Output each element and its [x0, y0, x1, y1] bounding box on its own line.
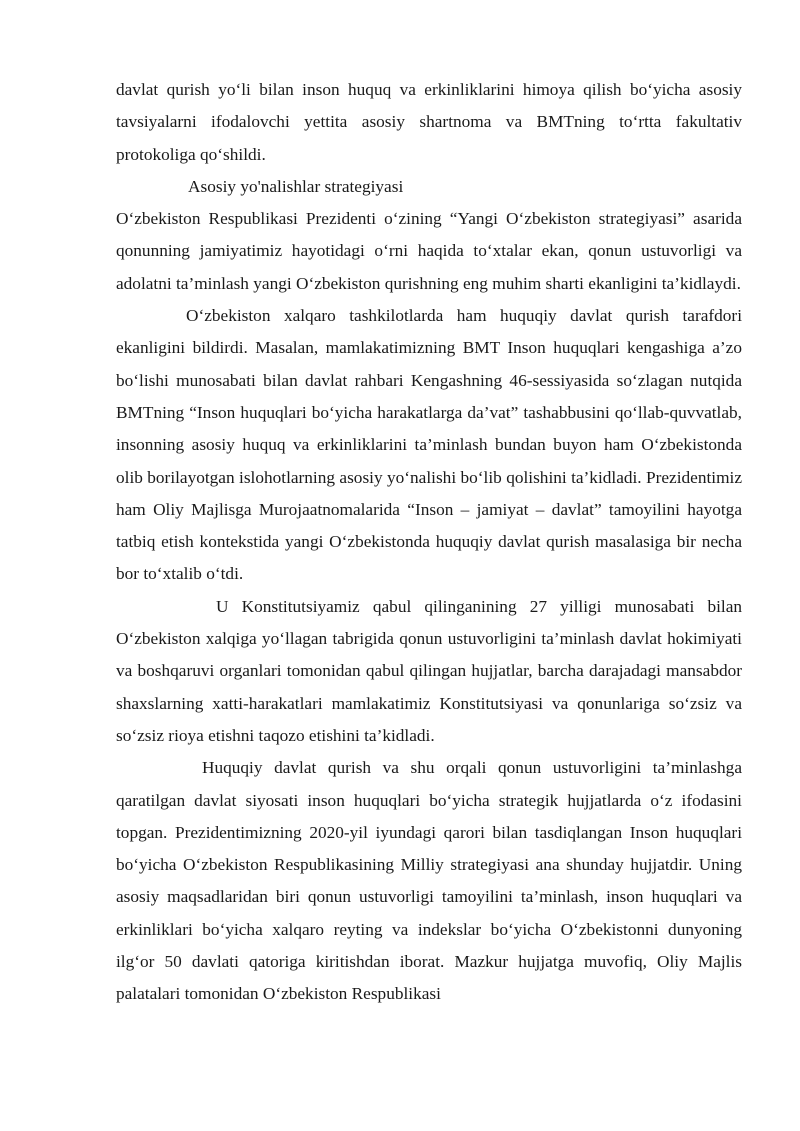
document-body [116, 74, 742, 1011]
paragraph-constitution-anniversary: U Konstitutsiyamiz qabul qilinganining 27 yilligi munosabati bilan O‘zbekiston xalqiga yo‘llagan tabrigida qonun ustuvorligini ta’minlash davlat hokimiyati va boshqaruvi organlari tomonidan qabul qilingan hujjatlar, barcha darajadagi mansabdor shaxslarning xatti-harakatlari mamlakatimiz Konstitutsiyasi va qonunlariga so‘zsiz va so‘zsiz rioya etishni taqozo etishini ta’kidladi. [116, 596, 742, 745]
paragraph-intro-continuation: davlat qurish yo‘li bilan inson huquq va erkinliklarini himoya qilish bo‘yicha asosiy tavsiyalarni ifodalovchi yettita asosiy shartnoma va BMTning to‘rtta fakultativ protokoliga qo‘shildi. [116, 80, 742, 164]
paragraph-international-organizations: O‘zbekiston xalqaro tashkilotlarda ham huquqiy davlat qurish tarafdori ekanligini bildirdi. Masalan, mamlakatimizning BMT Inson huquqlari kengashiga a’zo bo‘lishi munosabati bilan davlat rahbari Kengashning 46-sessiyasida so‘zlagan nutqida BMTning “Inson huquqlari bo‘yicha harakatlarga da’vat” tashabbusini qo‘llab-quvvatlab, insonning asosiy huquq va erkinliklarini ta’minlash bundan buyon ham O‘zbekistonda olib borilayotgan islohotlarning asosiy yo‘nalishi bo‘lib qolishini ta’kidladi. Prezidentimiz ham Oliy Majlisga Murojaatnomalarida “Inson – jamiyat – davlat” tamoyilini hayotga tatbiq etish kontekstida yangi O‘zbekistonda huquqiy davlat qurish masalasiga bir necha bor to‘xtalib o‘tdi. [116, 306, 742, 584]
paragraph-national-strategy: Huquqiy davlat qurish va shu orqali qonun ustuvorligini ta’minlashga qaratilgan davlat siyosati inson huquqlari bo‘yicha strategik hujjatlarda o‘z ifodasini topgan. Prezidentimizning 2020-yil iyundagi qarori bilan tasdiqlangan Inson huquqlari bo‘yicha O‘zbekiston Respublikasining Milliy strategiyasi ana shunday hujjatdir. Uning asosiy maqsadlaridan biri qonun ustuvorligi tamoyilini ta’minlash, inson huquqlari va erkinliklari bo‘yicha xalqaro reyting va indekslar bo‘yicha O‘zbekistonni dunyoning ilg‘or 50 davlati qatoriga kiritishdan iborat. Mazkur hujjatga muvofiq, Oliy Majlis palatalari tomonidan O‘zbekiston Respublikasi [116, 758, 742, 1004]
paragraph-president-strategy: O‘zbekiston Respublikasi Prezidenti o‘zining “Yangi O‘zbekiston strategiyasi” asarida qonunning jamiyatimiz hayotidagi o‘rni haqida to‘xtalar ekan, qonun ustuvorligi va adolatni ta’minlash yangi O‘zbekiston qurishning eng muhim sharti ekanligini ta’kidlaydi. [116, 209, 742, 293]
section-heading: Asosiy yo'nalishlar strategiyasi [188, 176, 404, 196]
